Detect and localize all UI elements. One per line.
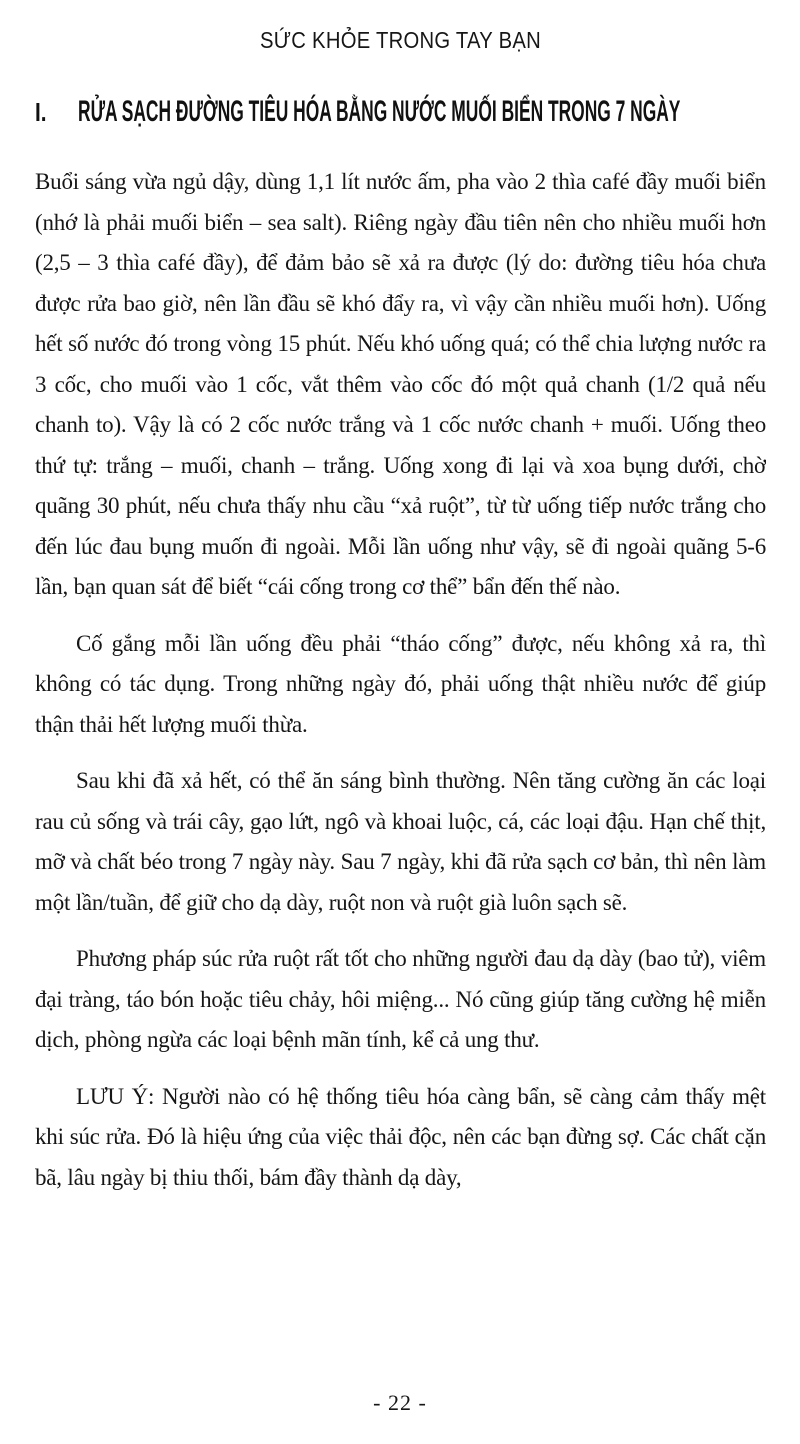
paragraph-2: Cố gắng mỗi lần uống đều phải “tháo cống” được, nếu không xả ra, thì không có tác dụng. Trong những ngày đó, phải uống thật nhiều nước để giúp thận thải hết lượng muối thừa.: [35, 630, 766, 737]
paragraph-5: LƯU Ý: Người nào có hệ thống tiêu hóa càng bẩn, sẽ càng cảm thấy mệt khi súc rửa. Đó là hiệu ứng của việc thải độc, nên các bạn đừng sợ. Các chất cặn bã, lâu ngày bị thiu thối, bám đầy thành dạ dày,: [35, 1083, 766, 1190]
paragraph-3: Sau khi đã xả hết, có thể ăn sáng bình thường. Nên tăng cường ăn các loại rau củ sống và trái cây, gạo lứt, ngô và khoai luộc, cá, các loại đậu. Hạn chế thịt, mỡ và chất béo trong 7 ngày này. Sau 7 ngày, khi đã rửa sạch cơ bản, thì nên làm một lần/tuần, để giữ cho dạ dày, ruột non và ruột già luôn sạch sẽ.: [35, 768, 766, 915]
section-heading: [35, 95, 766, 129]
paragraph-1: Buổi sáng vừa ngủ dậy, dùng 1,1 lít nước ấm, pha vào 2 thìa café đầy muối biển (nhớ là phải muối biển – sea salt). Riêng ngày đầu tiên nên cho nhiều muối hơn (2,5 – 3 thìa café đầy), để đảm bảo sẽ xả ra được (lý do: đường tiêu hóa chưa được rửa bao giờ, nên lần đầu sẽ khó đẩy ra, vì vậy cần nhiều muối hơn). Uống hết số nước đó trong vòng 15 phút. Nếu khó uống quá; có thể chia lượng nước ra 3 cốc, cho muối vào 1 cốc, vắt thêm vào cốc đó một quả chanh (1/2 quả nếu chanh to). Vậy là có 2 cốc nước trắng và 1 cốc nước chanh + muối. Uống theo thứ tự: trắng – muối, chanh – trắng. Uống xong đi lại và xoa bụng dưới, chờ quãng 30 phút, nếu chưa thấy nhu cầu “xả ruột”, từ từ uống tiếp nước trắng cho đến lúc đau bụng muốn đi ngoài. Mỗi lần uống như vậy, sẽ đi ngoài quãng 5-6 lần, bạn quan sát để biết “cái cống trong cơ thể” bẩn đến thế nào.: [35, 169, 766, 599]
page-number: - 22 -: [373, 1390, 427, 1415]
running-header: SỨC KHỎE TRONG TAY BẠN: [259, 27, 542, 53]
section-title: RỬA SẠCH ĐƯỜNG TIÊU HÓA BẰNG NƯỚC MUỐI BIỂN TRONG 7 NGÀY: [78, 95, 681, 128]
paragraph-4: Phương pháp súc rửa ruột rất tốt cho những người đau dạ dày (bao tử), viêm đại tràng, táo bón hoặc tiêu chảy, hôi miệng... Nó cũng giúp tăng cường hệ miễn dịch, phòng ngừa các loại bệnh mãn tính, kể cả ung thư.: [35, 946, 766, 1052]
body-text: [35, 162, 766, 1377]
section-number: I.: [35, 97, 47, 127]
